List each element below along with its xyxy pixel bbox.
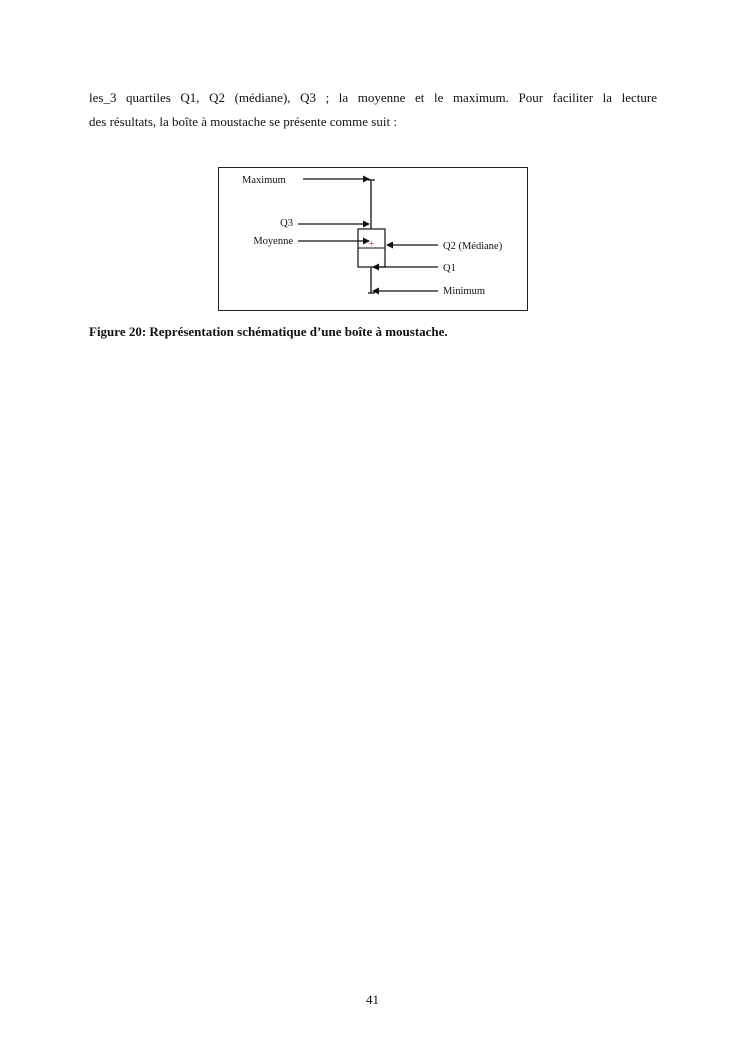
label-moyenne: Moyenne	[253, 236, 293, 247]
body-line-2: des résultats, la boîte à moustache se présente comme suit :	[89, 114, 397, 129]
label-minimum: Minimum	[443, 286, 486, 297]
body-line-1: les_3 quartiles Q1, Q2 (médiane), Q3 ; la moyenne et le maximum. Pour faciliter la lecture	[89, 90, 657, 105]
label-q3: Q3	[280, 218, 293, 229]
page-number: 41	[366, 992, 379, 1007]
body-paragraph	[89, 86, 657, 134]
boxplot-figure	[218, 167, 528, 311]
label-q2: Q2 (Médiane)	[443, 241, 503, 252]
boxplot-diagram	[218, 167, 528, 311]
label-maximum: Maximum	[242, 175, 286, 186]
figure-caption: Figure 20: Représentation schématique d’une boîte à moustache.	[89, 324, 448, 339]
label-q1: Q1	[443, 263, 456, 274]
mean-marker: +	[368, 238, 375, 250]
